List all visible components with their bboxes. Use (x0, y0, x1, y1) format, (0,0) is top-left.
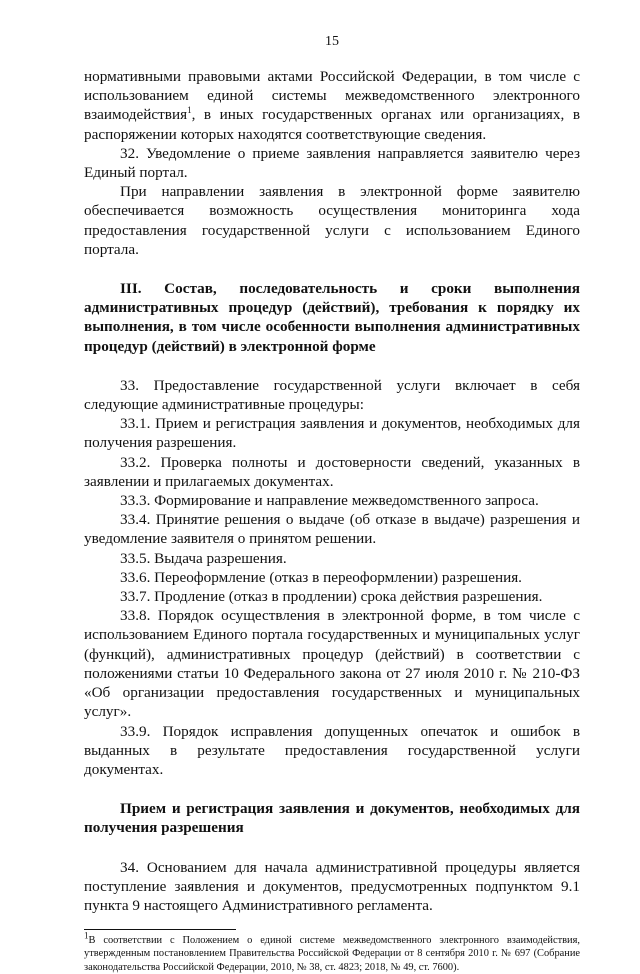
paragraph-33-1: 33.1. Прием и регистрация заявления и документов, необходимых для получения разрешения. (84, 415, 580, 452)
paragraph-33-5: 33.5. Выдача разрешения. (120, 549, 287, 567)
paragraph-33-9: 33.9. Порядок исправления допущенных опечаток и ошибок в выданных в результате предоставления государственной услуги документах. (84, 722, 580, 778)
footnote-marker: 1 (84, 930, 89, 941)
section-heading-3: III. Состав, последовательность и сроки выполнения административных процедур (действий), требования к порядку их выполнения, в том числе особенности выполнения административных процедур (действий) в электронной форме (84, 280, 580, 355)
paragraph-33-4: 33.4. Принятие решения о выдаче (об отказе в выдаче) разрешения и уведомление заявителя о принятом решении. (84, 511, 580, 548)
page-number: 15 (325, 34, 339, 49)
paragraph-33-8: 33.8. Порядок осуществления в электронной форме, в том числе с использованием Единого портала государственных и муниципальных услуг (функций), административных процедур (действий) в соответствии с положениями статьи 10 Федерального закона от 27 июля 2010 г. № 210-ФЗ «Об организации предоставления государственных и муниципальных услуг». (84, 607, 580, 721)
subsection-heading: Прием и регистрация заявления и документов, необходимых для получения разрешения (84, 800, 580, 837)
paragraph-text: нормативными правовыми актами Российской Федерации, в том числе с использованием единой системы межведомственного электронного взаимодействия (84, 68, 580, 124)
paragraph-33-3: 33.3. Формирование и направление межведомственного запроса. (120, 492, 539, 510)
paragraph-33-6: 33.6. Переоформление (отказ в переоформлении) разрешения. (120, 568, 522, 586)
paragraph-32: 32. Уведомление о приеме заявления направляется заявителю через Единый портал. (84, 144, 580, 182)
paragraph-33-7: 33.7. Продление (отказ в продлении) срока действия разрешения. (120, 588, 543, 606)
paragraph-34: 34. Основанием для начала административной процедуры является поступление заявления и документов, предусмотренных подпунктом 9.1 пункта 9 настоящего Административного регламента. (84, 858, 580, 914)
footnote-divider (84, 929, 236, 930)
paragraph-monitoring: При направлении заявления в электронной форме заявителю обеспечивается возможность осуществления мониторинга хода предоставления государственной услуги с использованием Единого портала. (84, 183, 580, 258)
paragraph-33-2: 33.2. Проверка полноты и достоверности сведений, указанных в заявлении и прилагаемых документах. (84, 453, 580, 490)
paragraph-33: 33. Предоставление государственной услуги включает в себя следующие административные процедуры: (84, 376, 580, 414)
footnote-ref: 1 (187, 105, 192, 116)
paragraph-continuation (84, 67, 580, 144)
footnote (84, 930, 580, 974)
paragraph-text-tail: , в иных государственных органах или организациях, в распоряжении которых находятся соответствующие сведения. (84, 106, 580, 143)
footnote-text: В соответствии с Положением о единой системе межведомственного электронного взаимодействия, утвержденным постановлением Правительства Российской Федерации от 8 сентября 2010 г. № 697 (Собрание законодательства Российской Федерации, 2010, № 38, ст. 4823; 2018, № 49, ст. 7600). (84, 935, 580, 973)
